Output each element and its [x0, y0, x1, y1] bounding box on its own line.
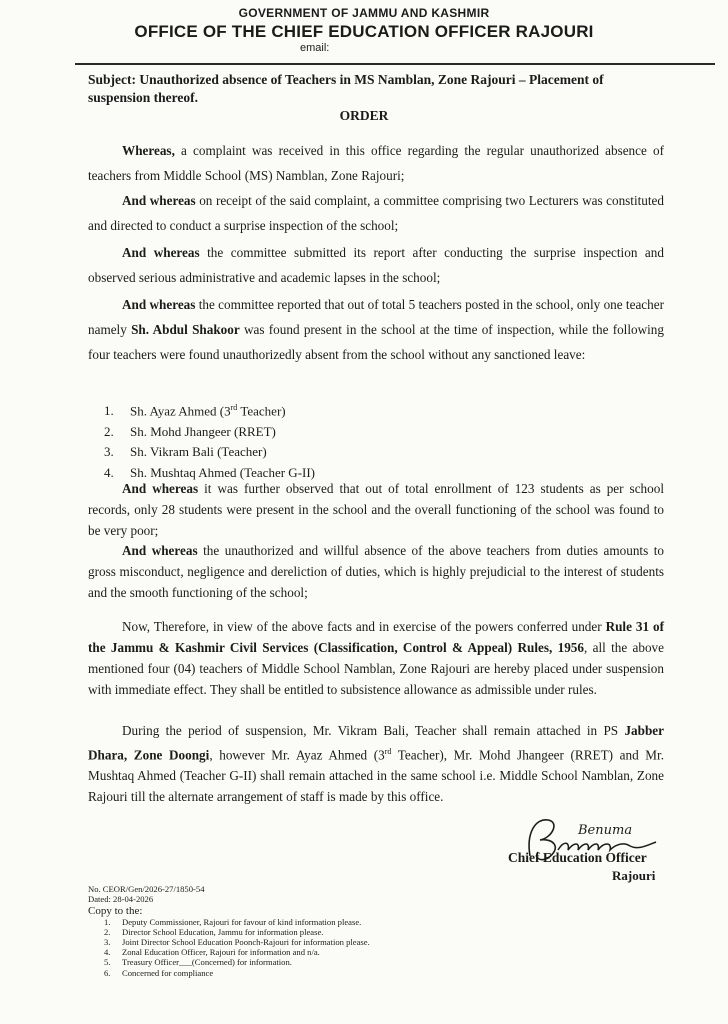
rule-reference: Rule 31 of the Jammu & Kashmir Civil Services (Classification, Control & Appeal) Rules, 1956 — [88, 619, 664, 655]
paragraph-8-text-b: , however Mr. Ayaz Ahmed (3 — [209, 747, 385, 763]
list-item: 2. Director School Education, Jammu for information please. — [104, 926, 324, 937]
reference-number: No. CEOR/Gen/2026-27/1850-54 — [88, 884, 205, 894]
paragraph-6-text: the unauthorized and willful absence of the above teachers from duties amounts to gross misconduct, negligence and dereliction of duties, which is highly prejudicial to the interest of students and the smooth functioning of the school; — [88, 543, 664, 600]
list-item: 3. Joint Director School Education Poonch-Rajouri for information please. — [104, 937, 370, 948]
list-item: 6. Concerned for compliance — [104, 967, 214, 978]
paragraph-2-text: on receipt of the said complaint, a committee comprising two Lecturers was constituted and directed to conduct a surprise inspection of the school; — [88, 193, 664, 233]
paragraph-1 — [88, 138, 664, 188]
paragraph-4-text-a: the committee reported that out of total 5 teachers posted in the school, only one teacher namely — [88, 297, 664, 337]
list-item: 5. Treasury Officer___(Concerned) for information. — [104, 957, 292, 968]
paragraph-7-text-a: Now, Therefore, in view of the above facts and in exercise of the powers conferred under — [122, 619, 606, 634]
paragraph-5 — [88, 478, 664, 541]
paragraph-8-text-a: During the period of suspension, Mr. Vikram Bali, Teacher shall remain attached in PS — [122, 723, 625, 738]
list-item: 1. Deputy Commissioner, Rajouri for favour of kind information please. — [104, 916, 362, 927]
paragraph-3-lead: And whereas — [122, 245, 200, 260]
order-heading: ORDER — [339, 108, 389, 123]
paragraph-5-lead: And whereas — [122, 481, 199, 496]
present-teacher-name: Sh. Abdul Shakoor — [131, 322, 240, 337]
paragraph-2 — [88, 188, 664, 238]
signatory-title: Chief Education Officer — [508, 850, 647, 865]
paragraph-4 — [88, 292, 664, 367]
subject-line: Subject: Unauthorized absence of Teachers in MS Namblan, Zone Rajouri – Placement of suspension thereof. — [88, 72, 604, 105]
order-date: Dated: 28-04-2026 — [88, 894, 154, 905]
paragraph-4-lead: And whereas — [122, 297, 196, 312]
office-header: OFFICE OF THE CHIEF EDUCATION OFFICER RAJOURI — [134, 22, 594, 41]
svg-text:Benuma: Benuma — [578, 823, 633, 838]
paragraph-8: During the period of suspension, Mr. Vikram Bali, Teacher shall remain attached in PS Jabber Dhara, Zone Doongi, however Mr. Ayaz Ahmed (3rd Teacher), Mr. Mohd Jhangeer (RRET) and Mr. Mushtaq Ahmed (Teacher G-II) shall remain attached in the same school i.e. Middle School Namblan, Zone Rajouri till the alternate arrangement of staff is made by this office. — [88, 723, 664, 805]
list-item: 2. Sh. Mohd Jhangeer (RRET) — [104, 423, 276, 439]
list-item: 3. Sh. Vikram Bali (Teacher) — [104, 444, 267, 460]
paragraph-7 — [88, 616, 664, 700]
paragraph-4-text-b: was found present in the school at the time of inspection, while the following four teachers were found unauthorizedly absent from the school without any sanctioned leave: — [88, 322, 664, 362]
email-label: email: — [300, 42, 330, 54]
header-rule — [75, 63, 715, 65]
paragraph-1-text: a complaint was received in this office regarding the regular unauthorized absence of teachers from Middle School (MS) Namblan, Zone Rajouri; — [88, 143, 664, 183]
paragraph-2-lead: And whereas — [122, 193, 196, 208]
attachment-place: Jabber Dhara, Zone Doongi — [88, 723, 664, 763]
government-header: GOVERNMENT OF JAMMU AND KASHMIR — [238, 6, 490, 20]
absent-teachers-list — [104, 398, 315, 483]
list-item: 4. Sh. Mushtaq Ahmed (Teacher G-II) — [104, 464, 316, 480]
paragraph-8-text-c: Teacher), Mr. Mohd Jhangeer (RRET) and Mr. Mushtaq Ahmed (Teacher G-II) shall remain attached in the same school i.e. Middle School Namblan, Zone Rajouri till the alternate arrangement of staff is made by this office. — [88, 747, 664, 805]
list-item: 4. Zonal Education Officer, Rajouri for information and n/a. — [104, 947, 320, 958]
paragraph-1-lead: Whereas, — [122, 143, 175, 158]
list-item: 1. Sh. Ayaz Ahmed (3rd Teacher) — [104, 403, 286, 419]
copy-list — [104, 917, 370, 978]
paragraph-7-text-b: , all the above mentioned four (04) teachers of Middle School Namblan, Zone Rajouri are hereby placed under suspension with immediate effect. They shall be entitled to subsistence allowance as admissible under rules. — [88, 640, 664, 697]
paragraph-6-lead: And whereas — [122, 543, 198, 558]
paragraph-5-text: it was further observed that out of total enrollment of 123 students as per school records, only 28 students were present in the school and the overall functioning of the school was found to be very poor; — [88, 481, 664, 538]
copy-to-heading: Copy to the: — [88, 905, 143, 918]
paragraph-3-text: the committee submitted its report after conducting the surprise inspection and observed serious administrative and academic lapses in the school; — [88, 245, 664, 285]
document-footer — [88, 884, 370, 978]
signatory-place: Rajouri — [612, 868, 656, 883]
paragraph-3 — [88, 240, 664, 290]
signature-block — [500, 808, 700, 888]
paragraph-6 — [88, 540, 664, 603]
